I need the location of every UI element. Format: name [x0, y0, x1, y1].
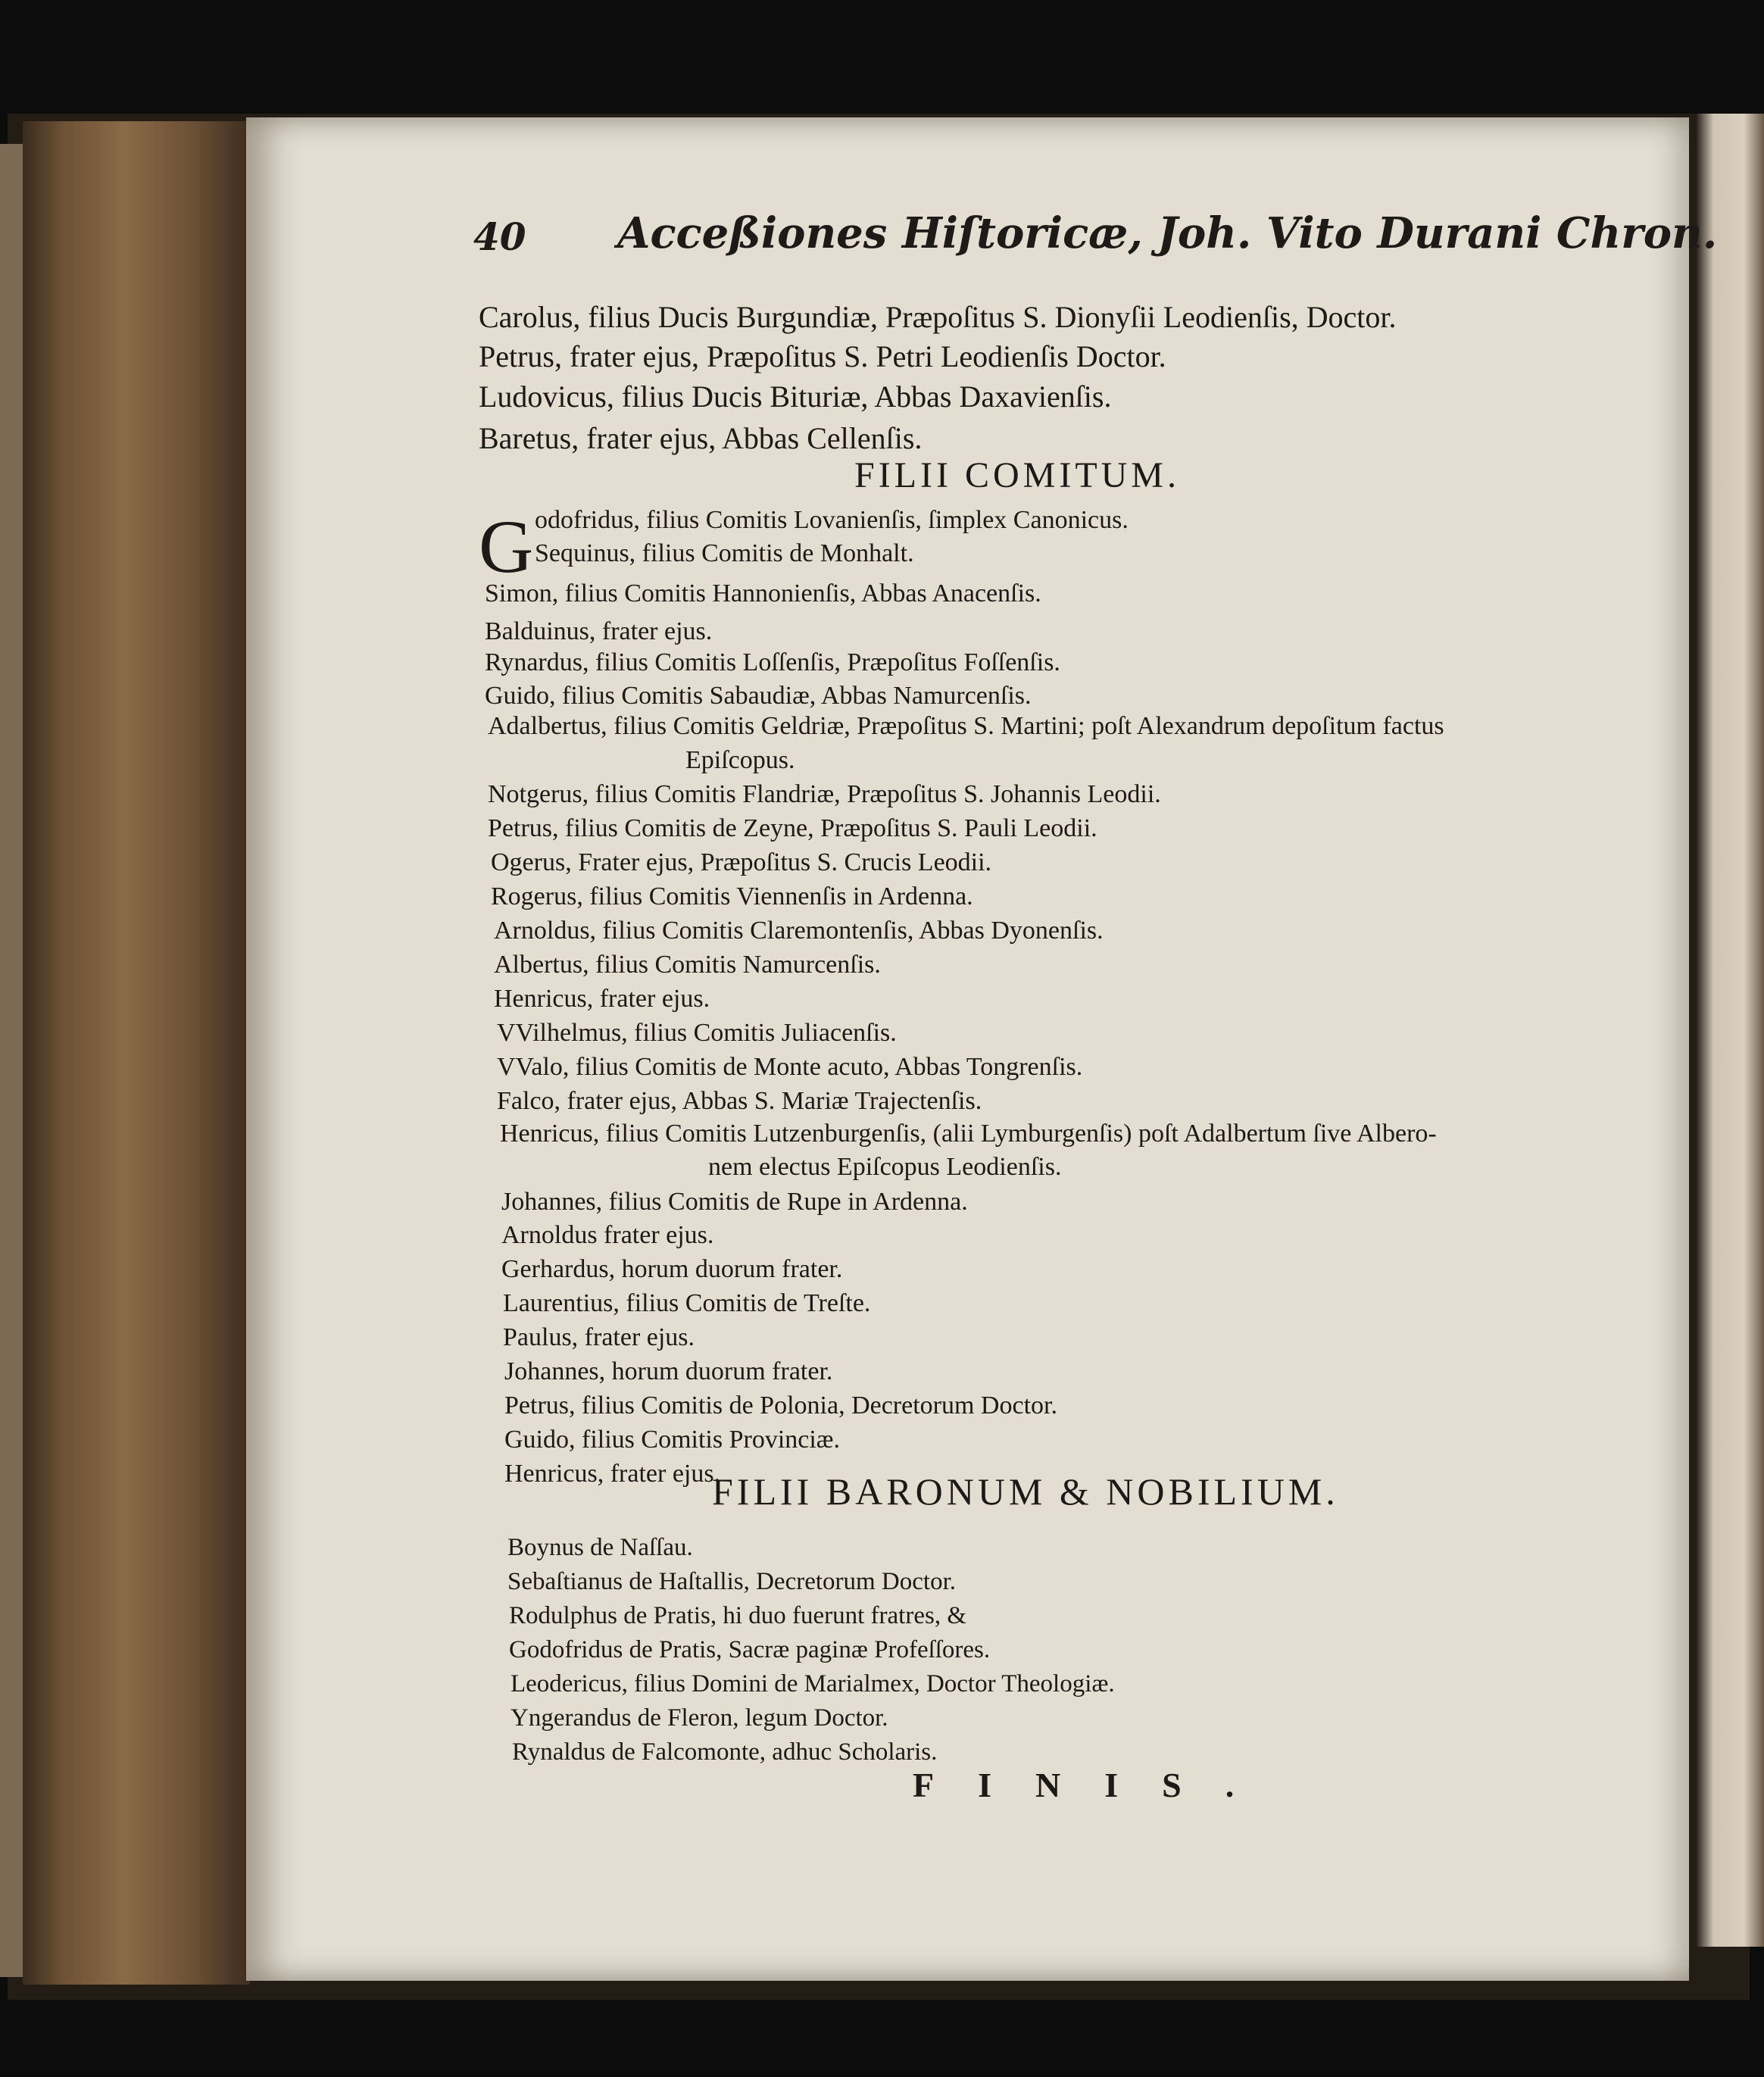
drop-cap: G [479, 504, 534, 589]
text-line: Yngerandus de Fleron, legum Doctor. [510, 1704, 888, 1732]
text-line: Simon, filius Comitis Hannonienſis, Abbas Anacenſis. [485, 579, 1041, 607]
text-line: Falco, frater ejus, Abbas S. Mariæ Trajectenſis. [497, 1087, 982, 1115]
text-line: Adalbertus, filius Comitis Geldriæ, Præpoſitus S. Martini; poſt Alexandrum depoſitum factus [488, 712, 1444, 740]
running-head [473, 208, 1718, 269]
section-heading-baronum: FILII BARONUM & NOBILIUM. [712, 1470, 1339, 1513]
text-line: Laurentius, filius Comitis de Treſte. [503, 1289, 871, 1317]
text-line: Arnoldus, filius Comitis Claremontenſis, Abbas Dyonenſis. [494, 917, 1104, 945]
text-line: Sebaſtianus de Haſtallis, Decretorum Doctor. [507, 1568, 957, 1595]
page-number: 40 [473, 214, 526, 259]
right-page-edges [1697, 114, 1764, 1947]
text-line: Albertus, filius Comitis Namurcenſis. [494, 951, 881, 979]
text-line: Balduinus, frater ejus. [485, 617, 713, 645]
text-line: Petrus, filius Comitis de Polonia, Decretorum Doctor. [504, 1391, 1057, 1420]
text-line: Petrus, frater ejus, Præpoſitus S. Petri Leodienſis Doctor. [479, 339, 1166, 373]
text-line: odofridus, filius Comitis Lovanienſis, ſimplex Canonicus. [535, 506, 1129, 534]
text-line: Gerhardus, horum duorum frater. [501, 1255, 843, 1283]
text-line: Guido, filius Comitis Sabaudiæ, Abbas Namurcenſis. [485, 682, 1032, 710]
text-line: Baretus, frater ejus, Abbas Cellenſis. [479, 421, 923, 455]
text-line: Ogerus, Frater ejus, Præpoſitus S. Crucis Leodii. [491, 848, 992, 876]
text-line: Henricus, frater ejus. [504, 1460, 721, 1488]
text-line: Carolus, filius Ducis Burgundiæ, Præpoſitus S. Dionyſii Leodienſis, Doctor. [479, 300, 1397, 334]
text-line: Paulus, frater ejus. [503, 1323, 695, 1351]
text-line: Ludovicus, filius Ducis Bituriæ, Abbas Daxavienſis. [479, 379, 1112, 414]
text-line: Arnoldus frater ejus. [501, 1221, 714, 1249]
text-line: Leodericus, filius Domini de Marialmex, Doctor Theologiæ. [510, 1670, 1115, 1698]
text-line: Henricus, frater ejus. [494, 985, 710, 1013]
text-line: Rogerus, filius Comitis Viennenſis in Ardenna. [491, 882, 973, 910]
text-line: Notgerus, filius Comitis Flandriæ, Præpoſitus S. Johannis Leodii. [488, 780, 1161, 808]
text-line: Johannes, horum duorum frater. [504, 1357, 833, 1385]
text-line: nem electus Epiſcopus Leodienſis. [708, 1153, 1062, 1181]
text-line: Henricus, filius Comitis Lutzenburgenſis, (alii Lymburgenſis) poſt Adalbertum ſive Albero- [500, 1120, 1437, 1148]
text-line: Petrus, filius Comitis de Zeyne, Præpoſitus S. Pauli Leodii. [488, 814, 1097, 842]
text-line: Rynardus, filius Comitis Loſſenſis, Præpoſitus Foſſenſis. [485, 648, 1060, 676]
text-line: Rynaldus de Falcomonte, adhuc Scholaris. [512, 1738, 938, 1766]
section-heading-comitum: FILII COMITUM. [854, 455, 1180, 495]
text-line: Godofridus de Pratis, Sacræ paginæ Profeſſores. [509, 1636, 991, 1663]
text-line: VVilhelmus, filius Comitis Juliacenſis. [497, 1019, 897, 1047]
text-line: VValo, filius Comitis de Monte acuto, Abbas Tongrenſis. [497, 1053, 1083, 1081]
text-line: Boynus de Naſſau. [507, 1534, 693, 1561]
finis: FINIS. [913, 1766, 1279, 1804]
text-line: Sequinus, filius Comitis de Monhalt. [535, 539, 914, 567]
text-line: Johannes, filius Comitis de Rupe in Ardenna. [501, 1188, 968, 1216]
text-line: Guido, filius Comitis Provinciæ. [504, 1426, 840, 1454]
running-title: Acceßiones Hiſtoricæ, Joh. Vito Durani Chron. [617, 208, 1718, 258]
text-line: Rodulphus de Pratis, hi duo fuerunt fratres, & [509, 1602, 966, 1629]
left-page-edges [23, 121, 250, 1985]
text-line: Epiſcopus. [685, 746, 795, 774]
